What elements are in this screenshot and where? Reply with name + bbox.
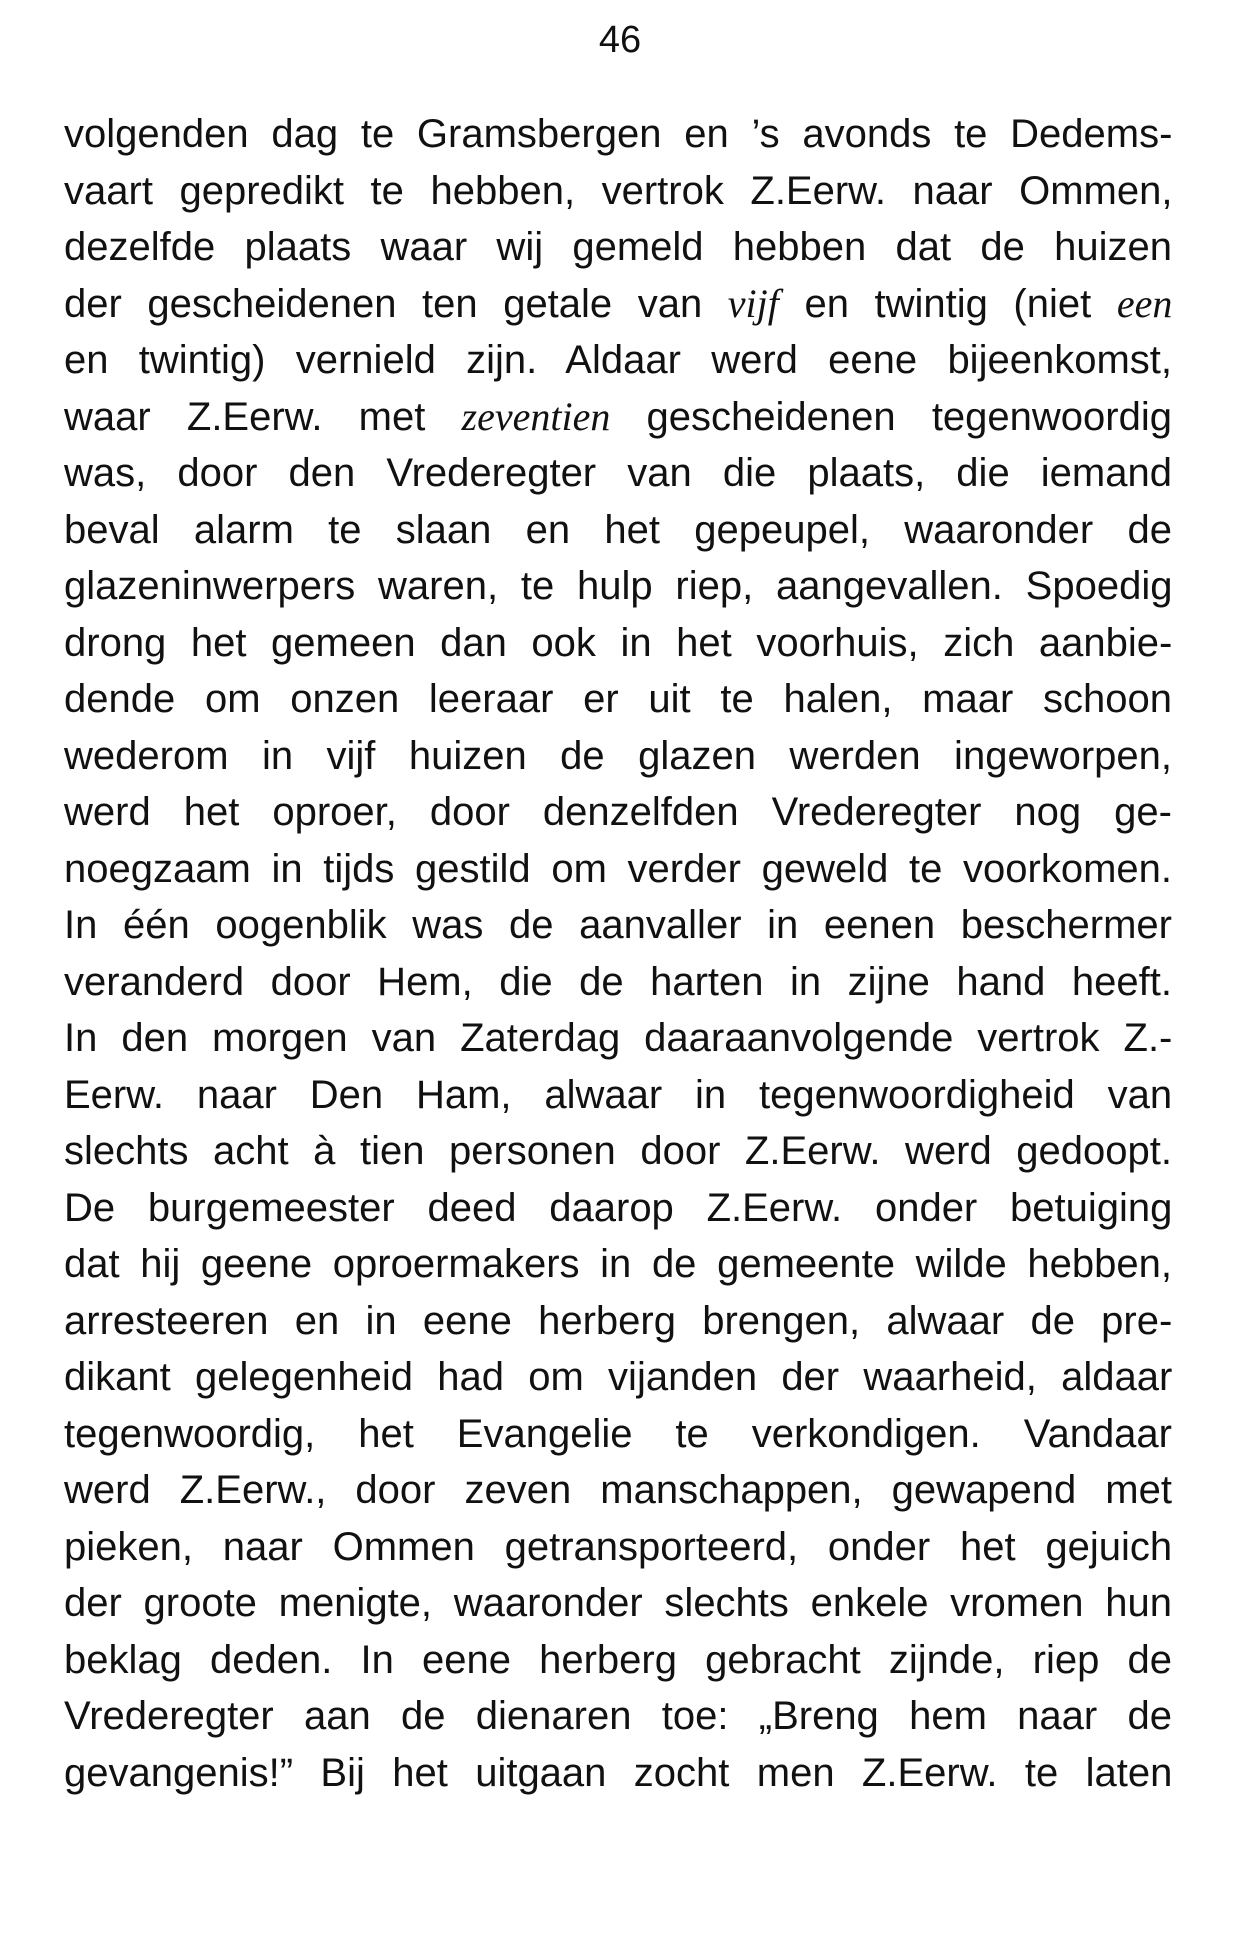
text-line xyxy=(64,1236,1172,1293)
text-segment: drong het gemeen dan ook in het voorhuis, zich aanbie- xyxy=(64,620,1172,665)
text-segment: dikant gelegenheid had om vijanden der waarheid, aldaar xyxy=(64,1355,1172,1399)
body-text xyxy=(64,106,1172,1801)
text-line xyxy=(64,1632,1172,1689)
text-line xyxy=(64,671,1172,728)
italic-text: zeventien xyxy=(461,393,611,439)
text-segment: der groote menigte, waaronder slechts enkele vromen hun xyxy=(64,1581,1172,1625)
text-line xyxy=(64,1406,1172,1463)
text-line xyxy=(64,1575,1172,1632)
text-line xyxy=(64,106,1172,163)
text-line xyxy=(64,897,1172,954)
text-segment: dezelfde plaats waar wij gemeld hebben dat de huizen xyxy=(64,225,1172,269)
text-line xyxy=(64,1067,1172,1124)
text-segment: dende om onzen leeraar er uit te halen, maar schoon xyxy=(64,677,1172,721)
text-line xyxy=(64,502,1172,559)
text-segment: gevangenis!” Bij het uitgaan zocht men Z.Eerw. te laten xyxy=(64,1750,1172,1795)
text-segment: was, door den Vrederegter van die plaats, die iemand xyxy=(64,451,1172,495)
text-line xyxy=(64,1293,1172,1350)
text-line xyxy=(64,389,1172,446)
text-segment: arresteeren en in eene herberg brengen, alwaar de pre- xyxy=(64,1298,1172,1343)
text-line xyxy=(64,219,1172,276)
text-segment: der gescheidenen ten getale van xyxy=(64,281,728,326)
text-line xyxy=(64,1462,1172,1519)
text-segment: dat hij geene oproermakers in de gemeente wilde hebben, xyxy=(64,1242,1172,1286)
text-segment: In één oogenblik was de aanvaller in eenen beschermer xyxy=(64,903,1172,947)
italic-text: vijf xyxy=(727,280,779,326)
italic-text: een xyxy=(1116,280,1172,326)
text-line xyxy=(64,954,1172,1011)
text-line xyxy=(64,445,1172,502)
text-segment: In den morgen van Zaterdag daaraanvolgende vertrok Z.- xyxy=(64,1016,1172,1060)
text-segment: pieken, naar Ommen getransporteerd, onder het gejuich xyxy=(64,1524,1172,1569)
text-segment: De burgemeester deed daarop Z.Eerw. onder betuiging xyxy=(64,1185,1172,1230)
text-line xyxy=(64,1349,1172,1406)
text-line xyxy=(64,332,1172,389)
text-segment: tegenwoordig, het Evangelie te verkondigen. Vandaar xyxy=(64,1411,1172,1456)
text-segment: werd Z.Eerw., door zeven manschappen, gewapend met xyxy=(64,1468,1172,1512)
page-number: 46 xyxy=(598,19,642,61)
text-line xyxy=(64,1123,1172,1180)
text-line xyxy=(64,1180,1172,1237)
text-segment: en twintig) vernield zijn. Aldaar werd eene bijeenkomst, xyxy=(64,338,1172,382)
text-line xyxy=(64,728,1172,785)
text-segment: werd het oproer, door denzelfden Vrederegter nog ge- xyxy=(64,790,1172,834)
text-segment: gescheidenen tegenwoordig xyxy=(610,394,1172,439)
text-line xyxy=(64,841,1172,898)
text-line xyxy=(64,1519,1172,1576)
text-segment: waar Z.Eerw. met xyxy=(64,394,462,439)
text-segment: en twintig (niet xyxy=(778,281,1117,326)
text-segment: beval alarm te slaan en het gepeupel, waaronder de xyxy=(64,507,1172,552)
text-segment: wederom in vijf huizen de glazen werden ingeworpen, xyxy=(64,733,1172,778)
text-line xyxy=(64,615,1172,672)
text-line xyxy=(64,276,1172,333)
text-segment: Vrederegter aan de dienaren toe: „Breng hem naar de xyxy=(64,1694,1172,1738)
text-line xyxy=(64,558,1172,615)
text-line xyxy=(64,784,1172,841)
text-segment: vaart gepredikt te hebben, vertrok Z.Eerw. naar Ommen, xyxy=(64,168,1172,213)
text-segment: beklag deden. In eene herberg gebracht zijnde, riep de xyxy=(64,1637,1172,1682)
text-segment: volgenden dag te Gramsbergen en ’s avonds te Dedems- xyxy=(64,112,1172,156)
text-line xyxy=(64,1688,1172,1745)
text-segment: veranderd door Hem, die de harten in zijne hand heeft. xyxy=(64,959,1172,1004)
text-segment: slechts acht à tien personen door Z.Eerw. werd gedoopt. xyxy=(64,1129,1172,1173)
text-segment: Eerw. naar Den Ham, alwaar in tegenwoordigheid van xyxy=(64,1072,1172,1117)
text-segment: glazeninwerpers waren, te hulp riep, aangevallen. Spoedig xyxy=(64,564,1172,608)
text-line xyxy=(64,1745,1172,1802)
text-segment: noegzaam in tijds gestild om verder geweld te voorkomen. xyxy=(64,846,1172,891)
text-line xyxy=(64,163,1172,220)
text-line xyxy=(64,1010,1172,1067)
